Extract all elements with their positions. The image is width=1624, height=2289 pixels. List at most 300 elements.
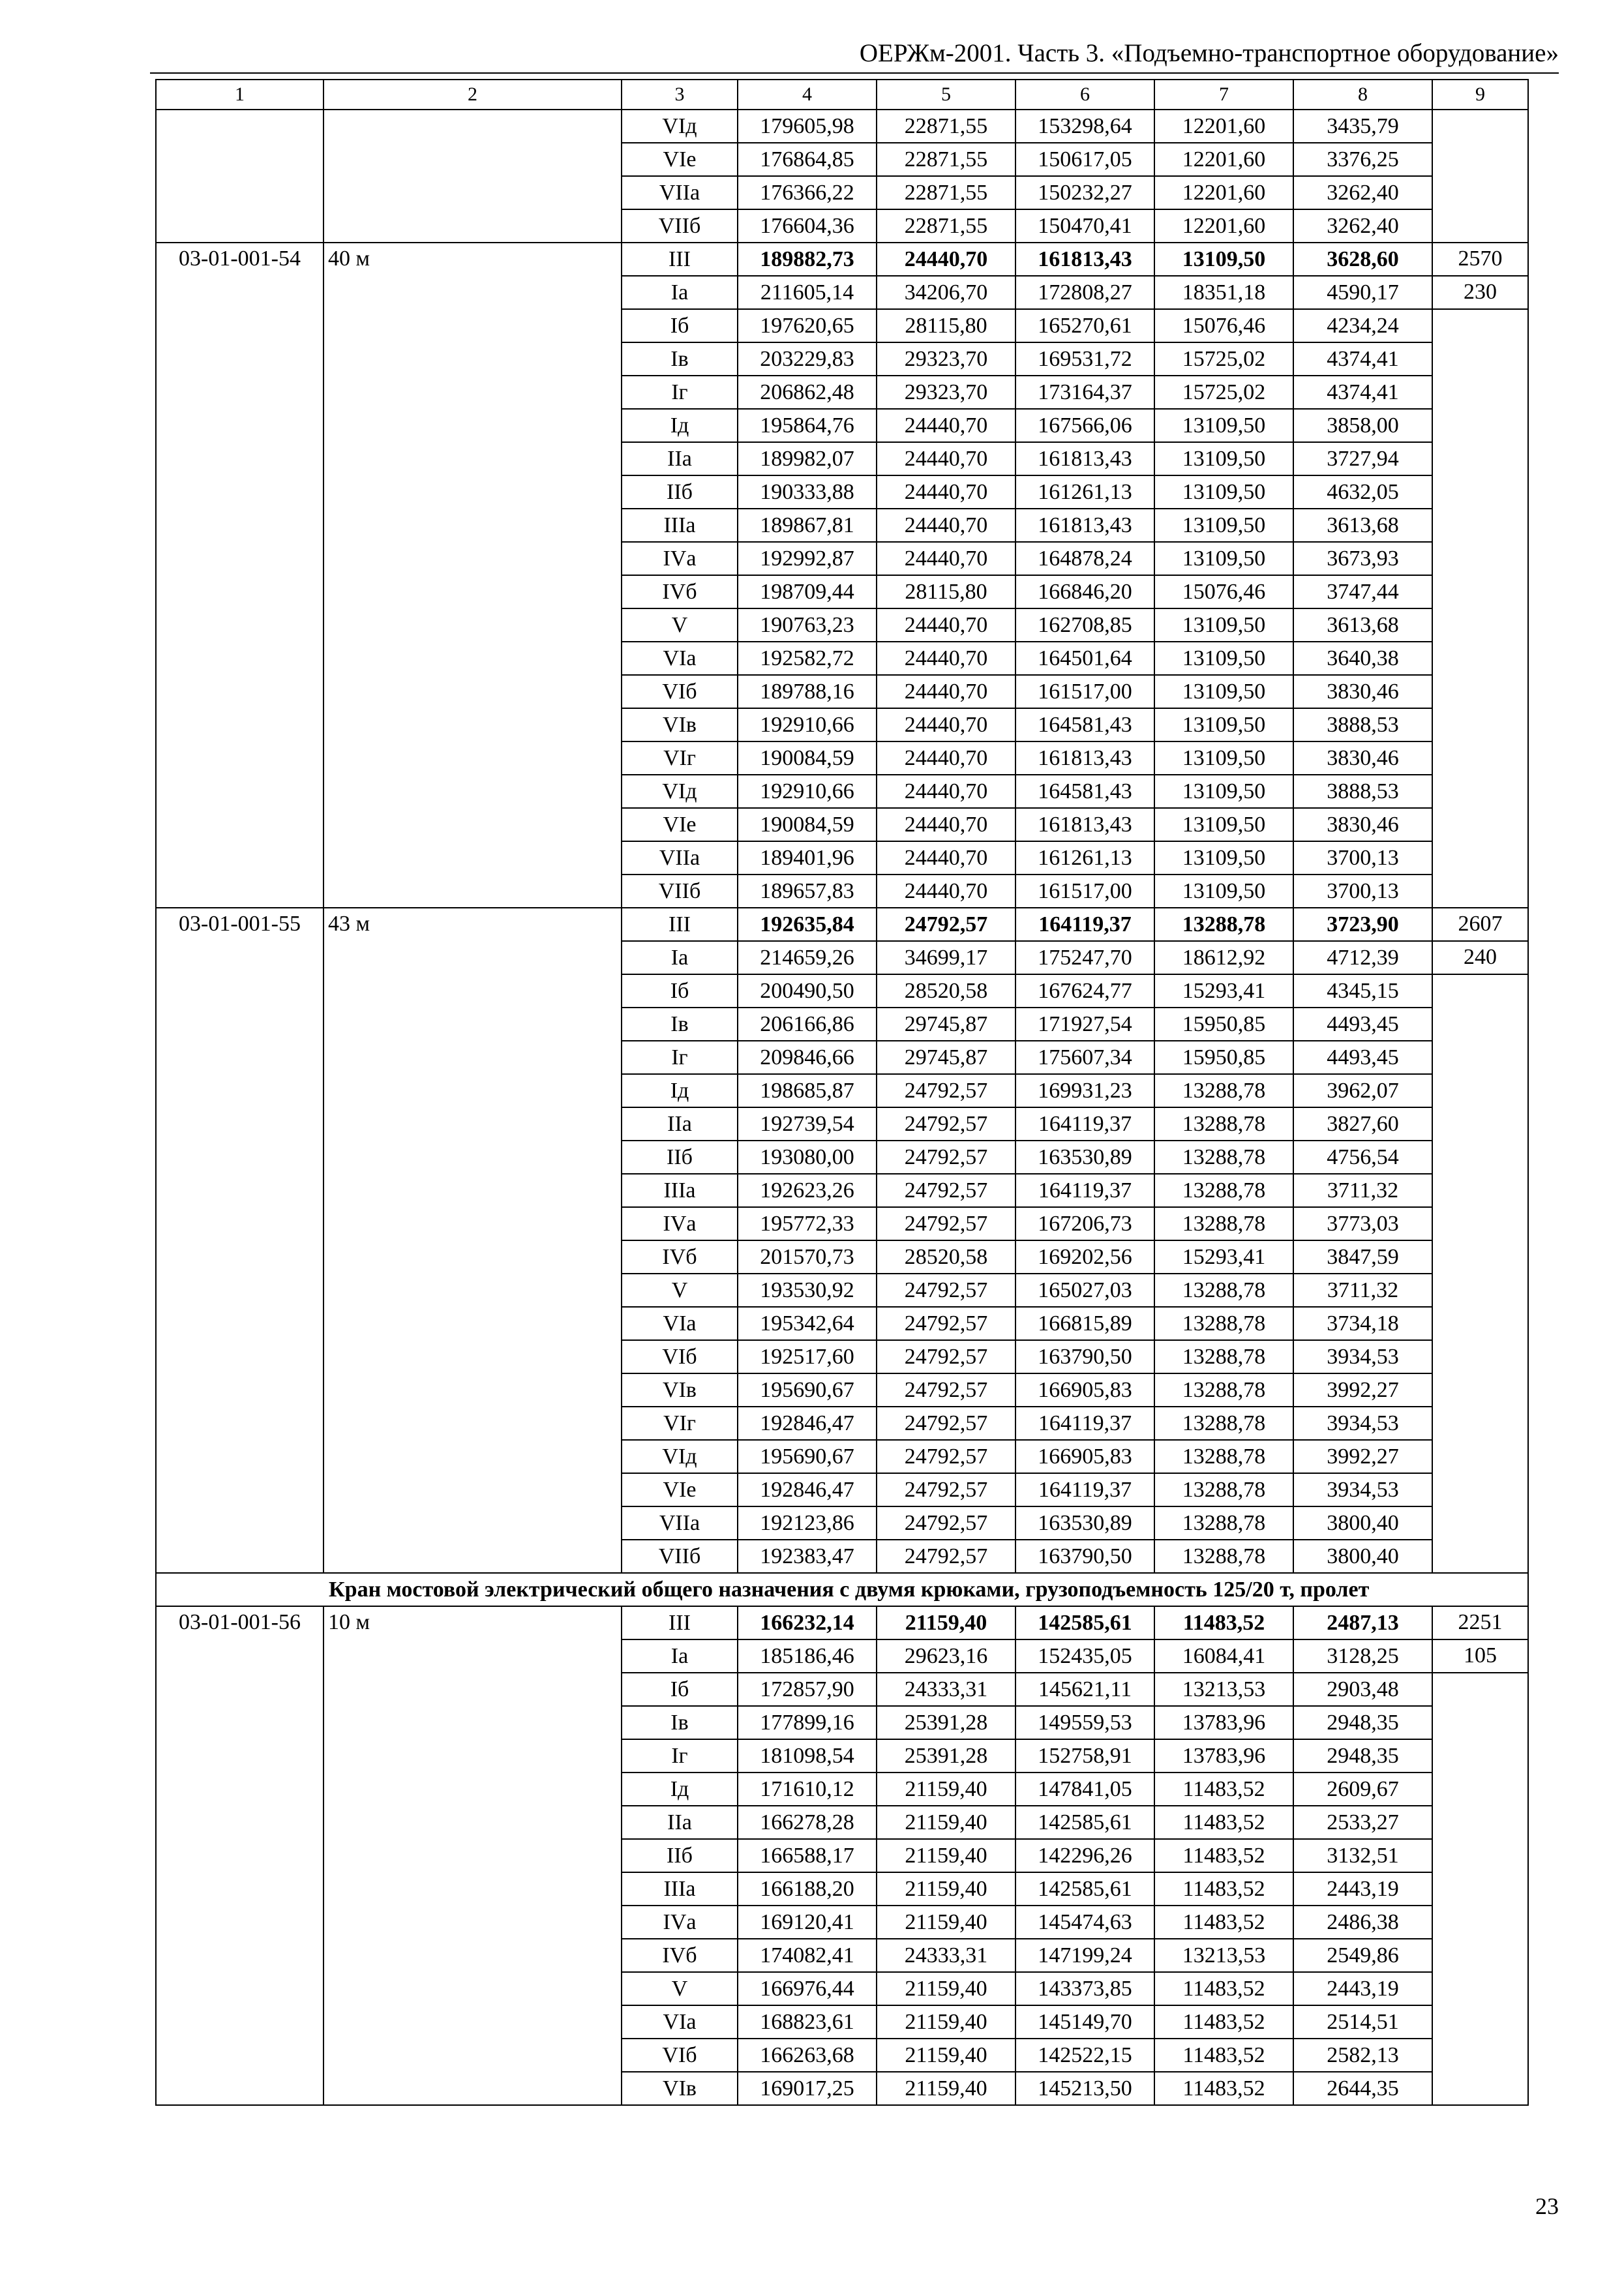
value-cell: 142296,26 [1015,1839,1154,1872]
value-cell: 13109,50 [1154,841,1293,875]
zone-cell: VIв [622,708,738,741]
value-cell: 3992,27 [1293,1373,1432,1407]
value-cell: 164119,37 [1015,1407,1154,1440]
value-cell: 13109,50 [1154,642,1293,675]
value-cell: 21159,40 [877,2039,1015,2072]
value-cell: 2644,35 [1293,2072,1432,2105]
zone-cell: VIIб [622,209,738,243]
zone-cell: VIб [622,1340,738,1373]
zone-cell: Iв [622,1706,738,1739]
value-cell: 163790,50 [1015,1540,1154,1573]
zone-cell: Iг [622,1041,738,1074]
value-cell: 166905,83 [1015,1373,1154,1407]
value-cell: 3858,00 [1293,409,1432,442]
value-cell: 24792,57 [877,1107,1015,1141]
page-number: 23 [1535,2193,1559,2219]
value-cell: 11483,52 [1154,2039,1293,2072]
value-cell: 168823,61 [738,2005,877,2039]
extra-value-cell: 105 [1432,1639,1528,1673]
value-cell: 13109,50 [1154,409,1293,442]
zone-cell: IIIа [622,1174,738,1207]
value-cell: 166232,14 [738,1606,877,1639]
zone-cell: Iа [622,276,738,309]
table-row [156,110,1528,143]
extra-value-cell: 2570 [1432,243,1528,276]
zone-cell: VIIа [622,1506,738,1540]
value-cell: 13109,50 [1154,775,1293,808]
value-cell: 171610,12 [738,1773,877,1806]
zone-cell: VIв [622,1373,738,1407]
value-cell: 3628,60 [1293,243,1432,276]
value-cell: 200490,50 [738,974,877,1008]
value-cell: 21159,40 [877,1972,1015,2005]
value-cell: 24440,70 [877,741,1015,775]
value-cell: 192383,47 [738,1540,877,1573]
value-cell: 3711,32 [1293,1274,1432,1307]
value-cell: 166815,89 [1015,1307,1154,1340]
value-cell: 3376,25 [1293,143,1432,176]
value-cell: 24440,70 [877,875,1015,908]
value-cell: 3992,27 [1293,1440,1432,1473]
value-cell: 3888,53 [1293,708,1432,741]
value-cell: 13288,78 [1154,908,1293,941]
value-cell: 142522,15 [1015,2039,1154,2072]
price-table [155,79,1529,2106]
value-cell: 209846,66 [738,1041,877,1074]
value-cell: 166278,28 [738,1806,877,1839]
value-cell: 147841,05 [1015,1773,1154,1806]
value-cell: 189657,83 [738,875,877,908]
value-cell: 3262,40 [1293,176,1432,209]
extra-value-cell: 2607 [1432,908,1528,941]
value-cell: 13109,50 [1154,509,1293,542]
column-number: 9 [1432,80,1528,110]
value-cell: 24440,70 [877,608,1015,642]
value-cell: 15950,85 [1154,1041,1293,1074]
price-table-container [155,79,1529,2106]
zone-cell: Iб [622,1673,738,1706]
value-cell: 24440,70 [877,675,1015,708]
span-length-cell: 43 м [323,908,622,1573]
extra-value-cell [1432,1673,1528,2105]
value-cell: 164119,37 [1015,1473,1154,1506]
value-cell: 3727,94 [1293,442,1432,475]
value-cell: 3132,51 [1293,1839,1432,1872]
value-cell: 13783,96 [1154,1706,1293,1739]
value-cell: 192582,72 [738,642,877,675]
value-cell: 24792,57 [877,1174,1015,1207]
value-cell: 152435,05 [1015,1639,1154,1673]
value-cell: 201570,73 [738,1240,877,1274]
value-cell: 28520,58 [877,1240,1015,1274]
item-code-cell: 03-01-001-56 [156,1606,323,2105]
value-cell: 3262,40 [1293,209,1432,243]
item-code-cell [156,110,323,243]
extra-value-cell: 230 [1432,276,1528,309]
value-cell: 2533,27 [1293,1806,1432,1839]
section-title: Кран мостовой электрический общего назначения с двумя крюками, грузоподъемность 125/20 т, пролет [156,1573,1528,1606]
zone-cell: V [622,608,738,642]
value-cell: 4493,45 [1293,1008,1432,1041]
value-cell: 192517,60 [738,1340,877,1373]
value-cell: 195864,76 [738,409,877,442]
value-cell: 3800,40 [1293,1540,1432,1573]
value-cell: 29745,87 [877,1041,1015,1074]
value-cell: 3827,60 [1293,1107,1432,1141]
column-number: 6 [1015,80,1154,110]
zone-cell: VIб [622,675,738,708]
value-cell: 28520,58 [877,974,1015,1008]
value-cell: 13288,78 [1154,1274,1293,1307]
value-cell: 149559,53 [1015,1706,1154,1739]
value-cell: 34206,70 [877,276,1015,309]
value-cell: 13109,50 [1154,243,1293,276]
value-cell: 3700,13 [1293,875,1432,908]
value-cell: 13288,78 [1154,1540,1293,1573]
value-cell: 192846,47 [738,1473,877,1506]
value-cell: 145474,63 [1015,1906,1154,1939]
value-cell: 13288,78 [1154,1373,1293,1407]
value-cell: 2609,67 [1293,1773,1432,1806]
zone-cell: IVб [622,1240,738,1274]
extra-value-cell [1432,309,1528,908]
value-cell: 13109,50 [1154,475,1293,509]
value-cell: 153298,64 [1015,110,1154,143]
value-cell: 2486,38 [1293,1906,1432,1939]
value-cell: 15293,41 [1154,1240,1293,1274]
value-cell: 197620,65 [738,309,877,342]
zone-cell: Iб [622,309,738,342]
value-cell: 190084,59 [738,741,877,775]
value-cell: 3962,07 [1293,1074,1432,1107]
value-cell: 24792,57 [877,1473,1015,1506]
value-cell: 2948,35 [1293,1706,1432,1739]
value-cell: 13288,78 [1154,1340,1293,1373]
value-cell: 192846,47 [738,1407,877,1440]
value-cell: 175247,70 [1015,941,1154,974]
extra-value-cell: 240 [1432,941,1528,974]
zone-cell: IIа [622,442,738,475]
value-cell: 4374,41 [1293,342,1432,376]
value-cell: 13288,78 [1154,1440,1293,1473]
zone-cell: VIг [622,1407,738,1440]
zone-cell: V [622,1274,738,1307]
value-cell: 12201,60 [1154,143,1293,176]
value-cell: 3830,46 [1293,808,1432,841]
value-cell: 15076,46 [1154,575,1293,608]
extra-value-cell [1432,974,1528,1573]
value-cell: 192635,84 [738,908,877,941]
zone-cell: VIд [622,1440,738,1473]
value-cell: 13109,50 [1154,442,1293,475]
value-cell: 165270,61 [1015,309,1154,342]
value-cell: 12201,60 [1154,209,1293,243]
zone-cell: VIд [622,775,738,808]
value-cell: 24333,31 [877,1673,1015,1706]
value-cell: 164501,64 [1015,642,1154,675]
table-row [156,243,1528,276]
zone-cell: IIб [622,1141,738,1174]
zone-cell: Iв [622,342,738,376]
value-cell: 24440,70 [877,642,1015,675]
value-cell: 145213,50 [1015,2072,1154,2105]
zone-cell: Iб [622,974,738,1008]
value-cell: 24792,57 [877,1440,1015,1473]
value-cell: 203229,83 [738,342,877,376]
column-number: 4 [738,80,877,110]
value-cell: 13288,78 [1154,1074,1293,1107]
value-cell: 29323,70 [877,376,1015,409]
value-cell: 181098,54 [738,1739,877,1773]
value-cell: 161813,43 [1015,442,1154,475]
value-cell: 166846,20 [1015,575,1154,608]
value-cell: 198685,87 [738,1074,877,1107]
value-cell: 21159,40 [877,1606,1015,1639]
value-cell: 3128,25 [1293,1639,1432,1673]
value-cell: 4756,54 [1293,1141,1432,1174]
zone-cell: VIIа [622,176,738,209]
value-cell: 193530,92 [738,1274,877,1307]
value-cell: 172857,90 [738,1673,877,1706]
value-cell: 161813,43 [1015,808,1154,841]
value-cell: 169531,72 [1015,342,1154,376]
value-cell: 25391,28 [877,1706,1015,1739]
value-cell: 13109,50 [1154,608,1293,642]
zone-cell: Iд [622,1773,738,1806]
zone-cell: IIб [622,1839,738,1872]
value-cell: 3435,79 [1293,110,1432,143]
value-cell: 24440,70 [877,808,1015,841]
value-cell: 3888,53 [1293,775,1432,808]
value-cell: 29745,87 [877,1008,1015,1041]
value-cell: 2443,19 [1293,1972,1432,2005]
table-row [156,908,1528,941]
value-cell: 167566,06 [1015,409,1154,442]
value-cell: 163530,89 [1015,1141,1154,1174]
value-cell: 161813,43 [1015,509,1154,542]
value-cell: 13288,78 [1154,1407,1293,1440]
value-cell: 165027,03 [1015,1274,1154,1307]
value-cell: 172808,27 [1015,276,1154,309]
value-cell: 2487,13 [1293,1606,1432,1639]
value-cell: 166188,20 [738,1872,877,1906]
zone-cell: Iа [622,1639,738,1673]
value-cell: 176864,85 [738,143,877,176]
value-cell: 190084,59 [738,808,877,841]
value-cell: 195690,67 [738,1440,877,1473]
value-cell: 167206,73 [1015,1207,1154,1240]
value-cell: 161517,00 [1015,875,1154,908]
zone-cell: IVб [622,1939,738,1972]
value-cell: 24440,70 [877,442,1015,475]
value-cell: 166976,44 [738,1972,877,2005]
value-cell: 161261,13 [1015,841,1154,875]
value-cell: 3700,13 [1293,841,1432,875]
value-cell: 13109,50 [1154,875,1293,908]
value-cell: 24792,57 [877,1207,1015,1240]
column-number-row [156,80,1528,110]
value-cell: 28115,80 [877,575,1015,608]
value-cell: 22871,55 [877,209,1015,243]
value-cell: 24440,70 [877,243,1015,276]
zone-cell: IIа [622,1806,738,1839]
value-cell: 3934,53 [1293,1340,1432,1373]
value-cell: 24792,57 [877,1340,1015,1373]
value-cell: 13288,78 [1154,1207,1293,1240]
value-cell: 18612,92 [1154,941,1293,974]
zone-cell: VIIб [622,1540,738,1573]
value-cell: 166588,17 [738,1839,877,1872]
value-cell: 24792,57 [877,1506,1015,1540]
value-cell: 164581,43 [1015,708,1154,741]
header-rule [150,72,1559,74]
value-cell: 15950,85 [1154,1008,1293,1041]
zone-cell: IVа [622,1207,738,1240]
column-number: 2 [323,80,622,110]
value-cell: 195772,33 [738,1207,877,1240]
value-cell: 15293,41 [1154,974,1293,1008]
value-cell: 150617,05 [1015,143,1154,176]
zone-cell: VIа [622,2005,738,2039]
zone-cell: IVа [622,1906,738,1939]
zone-cell: Iг [622,1739,738,1773]
value-cell: 175607,34 [1015,1041,1154,1074]
value-cell: 145149,70 [1015,2005,1154,2039]
value-cell: 161517,00 [1015,675,1154,708]
value-cell: 2514,51 [1293,2005,1432,2039]
value-cell: 21159,40 [877,1872,1015,1906]
value-cell: 22871,55 [877,176,1015,209]
value-cell: 4632,05 [1293,475,1432,509]
value-cell: 29323,70 [877,342,1015,376]
value-cell: 21159,40 [877,2005,1015,2039]
value-cell: 21159,40 [877,1839,1015,1872]
value-cell: 195342,64 [738,1307,877,1340]
value-cell: 176366,22 [738,176,877,209]
column-number: 5 [877,80,1015,110]
span-length-cell [323,110,622,243]
value-cell: 3673,93 [1293,542,1432,575]
value-cell: 15076,46 [1154,309,1293,342]
value-cell: 163790,50 [1015,1340,1154,1373]
value-cell: 22871,55 [877,110,1015,143]
value-cell: 164119,37 [1015,1107,1154,1141]
value-cell: 11483,52 [1154,2005,1293,2039]
value-cell: 3934,53 [1293,1407,1432,1440]
zone-cell: IIб [622,475,738,509]
zone-cell: Iд [622,1074,738,1107]
value-cell: 164581,43 [1015,775,1154,808]
value-cell: 192910,66 [738,708,877,741]
value-cell: 164119,37 [1015,1174,1154,1207]
value-cell: 13288,78 [1154,1174,1293,1207]
column-number: 3 [622,80,738,110]
value-cell: 198709,44 [738,575,877,608]
value-cell: 11483,52 [1154,1872,1293,1906]
value-cell: 13109,50 [1154,542,1293,575]
value-cell: 28115,80 [877,309,1015,342]
value-cell: 4712,39 [1293,941,1432,974]
value-cell: 192910,66 [738,775,877,808]
zone-cell: VIе [622,1473,738,1506]
value-cell: 166263,68 [738,2039,877,2072]
value-cell: 3800,40 [1293,1506,1432,1540]
value-cell: 21159,40 [877,1773,1015,1806]
value-cell: 3711,32 [1293,1174,1432,1207]
value-cell: 24440,70 [877,509,1015,542]
value-cell: 3830,46 [1293,675,1432,708]
value-cell: 3747,44 [1293,575,1432,608]
value-cell: 173164,37 [1015,376,1154,409]
value-cell: 169931,23 [1015,1074,1154,1107]
value-cell: 142585,61 [1015,1606,1154,1639]
value-cell: 3830,46 [1293,741,1432,775]
zone-cell: IIIа [622,1872,738,1906]
value-cell: 162708,85 [1015,608,1154,642]
value-cell: 143373,85 [1015,1972,1154,2005]
value-cell: 189882,73 [738,243,877,276]
value-cell: 24792,57 [877,1540,1015,1573]
value-cell: 3773,03 [1293,1207,1432,1240]
zone-cell: V [622,1972,738,2005]
value-cell: 11483,52 [1154,1606,1293,1639]
value-cell: 145621,11 [1015,1673,1154,1706]
value-cell: 211605,14 [738,276,877,309]
value-cell: 13213,53 [1154,1673,1293,1706]
value-cell: 3723,90 [1293,908,1432,941]
value-cell: 13109,50 [1154,675,1293,708]
value-cell: 192739,54 [738,1107,877,1141]
value-cell: 24792,57 [877,1141,1015,1174]
zone-cell: Iд [622,409,738,442]
span-length-cell: 10 м [323,1606,622,2105]
value-cell: 161813,43 [1015,741,1154,775]
value-cell: 4234,24 [1293,309,1432,342]
value-cell: 189788,16 [738,675,877,708]
value-cell: 13109,50 [1154,808,1293,841]
value-cell: 152758,91 [1015,1739,1154,1773]
value-cell: 29623,16 [877,1639,1015,1673]
value-cell: 192992,87 [738,542,877,575]
value-cell: 142585,61 [1015,1872,1154,1906]
value-cell: 189982,07 [738,442,877,475]
value-cell: 176604,36 [738,209,877,243]
value-cell: 2903,48 [1293,1673,1432,1706]
value-cell: 185186,46 [738,1639,877,1673]
zone-cell: IVа [622,542,738,575]
value-cell: 21159,40 [877,1806,1015,1839]
zone-cell: VIа [622,642,738,675]
zone-cell: IIIа [622,509,738,542]
value-cell: 13288,78 [1154,1473,1293,1506]
value-cell: 189867,81 [738,509,877,542]
value-cell: 24440,70 [877,708,1015,741]
value-cell: 4493,45 [1293,1041,1432,1074]
value-cell: 13288,78 [1154,1506,1293,1540]
span-length-cell: 40 м [323,243,622,908]
price-table-body [156,80,1528,2105]
column-number: 1 [156,80,323,110]
value-cell: 4345,15 [1293,974,1432,1008]
item-code-cell: 03-01-001-55 [156,908,323,1573]
value-cell: 4374,41 [1293,376,1432,409]
value-cell: 3640,38 [1293,642,1432,675]
value-cell: 2582,13 [1293,2039,1432,2072]
column-number: 7 [1154,80,1293,110]
value-cell: 11483,52 [1154,2072,1293,2105]
value-cell: 150232,27 [1015,176,1154,209]
value-cell: 214659,26 [738,941,877,974]
